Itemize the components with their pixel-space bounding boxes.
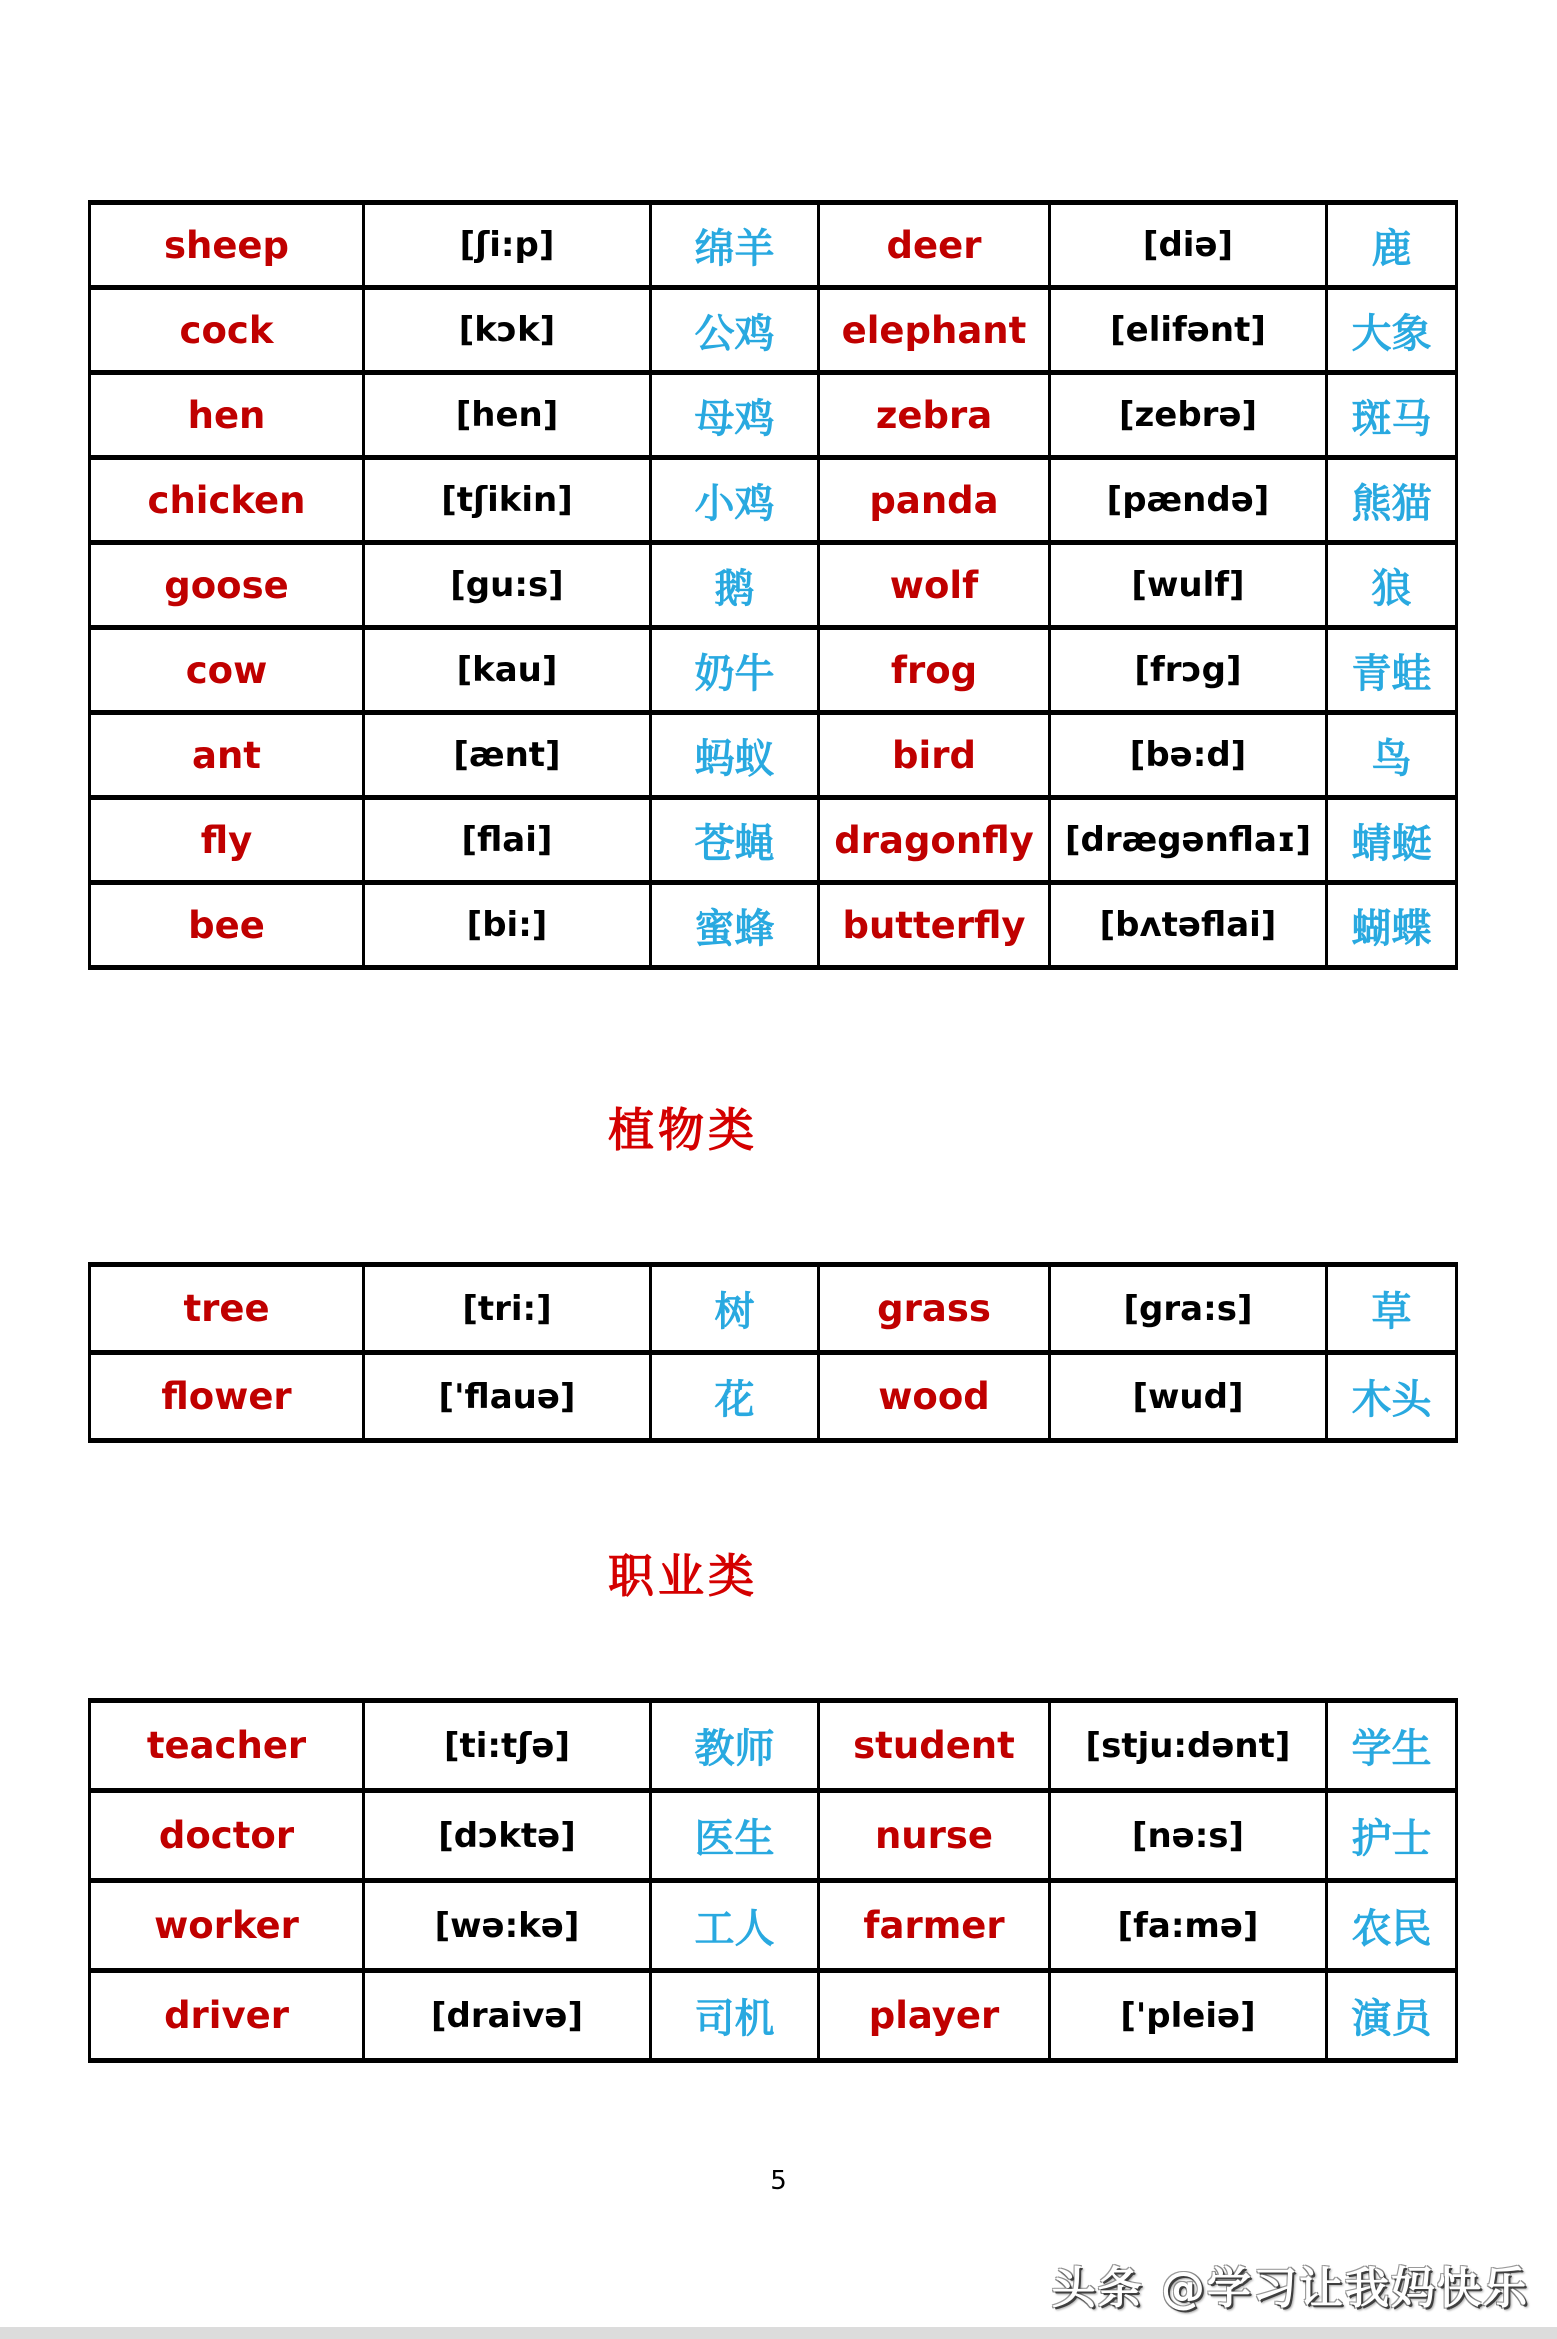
watermark-toutiao-handle: 头条 @学习让我妈快乐 <box>1051 2263 1529 2314</box>
phonetic-cell: [diə] <box>1050 203 1327 288</box>
chinese-cell: 蜜蜂 <box>651 883 819 968</box>
phonetic-cell: ['pleiə] <box>1050 1971 1327 2061</box>
animals-row <box>90 203 1457 288</box>
english-word-cell: sheep <box>90 203 364 288</box>
phonetic-cell: [hen] <box>364 373 651 458</box>
chinese-cell: 教师 <box>651 1701 819 1791</box>
english-word-cell: driver <box>90 1971 364 2061</box>
chinese-cell: 蚂蚁 <box>651 713 819 798</box>
jobs-section-heading: 职业类 <box>608 1549 758 1603</box>
chinese-cell: 工人 <box>651 1881 819 1971</box>
plants-section-heading: 植物类 <box>608 1103 758 1157</box>
english-word-cell: bee <box>90 883 364 968</box>
phonetic-cell: [nə:s] <box>1050 1791 1327 1881</box>
english-word-cell: farmer <box>819 1881 1050 1971</box>
plants-row <box>90 1353 1457 1441</box>
chinese-cell: 鹅 <box>651 543 819 628</box>
chinese-cell: 狼 <box>1327 543 1457 628</box>
phonetic-cell: [elifənt] <box>1050 288 1327 373</box>
english-word-cell: student <box>819 1701 1050 1791</box>
chinese-cell: 绵羊 <box>651 203 819 288</box>
phonetic-cell: [pændə] <box>1050 458 1327 543</box>
chinese-cell: 医生 <box>651 1791 819 1881</box>
chinese-cell: 木头 <box>1327 1353 1457 1441</box>
animals-row <box>90 628 1457 713</box>
animals-row <box>90 713 1457 798</box>
english-word-cell: goose <box>90 543 364 628</box>
phonetic-cell: [bi:] <box>364 883 651 968</box>
english-word-cell: doctor <box>90 1791 364 1881</box>
plants-vocabulary-table <box>88 1262 1458 1443</box>
chinese-cell: 大象 <box>1327 288 1457 373</box>
chinese-cell: 小鸡 <box>651 458 819 543</box>
phonetic-cell: [tʃikin] <box>364 458 651 543</box>
animals-row <box>90 373 1457 458</box>
phonetic-cell: [kau] <box>364 628 651 713</box>
phonetic-cell: [frɔg] <box>1050 628 1327 713</box>
jobs-row <box>90 1701 1457 1791</box>
jobs-row <box>90 1881 1457 1971</box>
english-word-cell: cock <box>90 288 364 373</box>
phonetic-cell: [wə:kə] <box>364 1881 651 1971</box>
phonetic-cell: ['flauə] <box>364 1353 651 1441</box>
phonetic-cell: [ʃi:p] <box>364 203 651 288</box>
english-word-cell: elephant <box>819 288 1050 373</box>
animals-row <box>90 798 1457 883</box>
english-word-cell: panda <box>819 458 1050 543</box>
phonetic-cell: [gu:s] <box>364 543 651 628</box>
jobs-row <box>90 1971 1457 2061</box>
plants-row <box>90 1265 1457 1353</box>
english-word-cell: nurse <box>819 1791 1050 1881</box>
english-word-cell: bird <box>819 713 1050 798</box>
chinese-cell: 斑马 <box>1327 373 1457 458</box>
chinese-cell: 花 <box>651 1353 819 1441</box>
phonetic-cell: [stju:dənt] <box>1050 1701 1327 1791</box>
english-word-cell: tree <box>90 1265 364 1353</box>
chinese-cell: 蜻蜓 <box>1327 798 1457 883</box>
phonetic-cell: [fa:mə] <box>1050 1881 1327 1971</box>
english-word-cell: ant <box>90 713 364 798</box>
page-number: 5 <box>770 2166 787 2196</box>
animals-row <box>90 288 1457 373</box>
english-word-cell: player <box>819 1971 1050 2061</box>
chinese-cell: 鸟 <box>1327 713 1457 798</box>
english-word-cell: teacher <box>90 1701 364 1791</box>
english-word-cell: zebra <box>819 373 1050 458</box>
chinese-cell: 青蛙 <box>1327 628 1457 713</box>
english-word-cell: worker <box>90 1881 364 1971</box>
chinese-cell: 鹿 <box>1327 203 1457 288</box>
phonetic-cell: [drægənflaɪ] <box>1050 798 1327 883</box>
chinese-cell: 草 <box>1327 1265 1457 1353</box>
phonetic-cell: [tri:] <box>364 1265 651 1353</box>
bottom-edge-strip <box>0 2327 1557 2339</box>
animals-row <box>90 543 1457 628</box>
chinese-cell: 护士 <box>1327 1791 1457 1881</box>
chinese-cell: 公鸡 <box>651 288 819 373</box>
chinese-cell: 母鸡 <box>651 373 819 458</box>
chinese-cell: 奶牛 <box>651 628 819 713</box>
chinese-cell: 树 <box>651 1265 819 1353</box>
english-word-cell: chicken <box>90 458 364 543</box>
jobs-row <box>90 1791 1457 1881</box>
chinese-cell: 司机 <box>651 1971 819 2061</box>
animals-vocabulary-table <box>88 200 1458 970</box>
phonetic-cell: [ænt] <box>364 713 651 798</box>
phonetic-cell: [kɔk] <box>364 288 651 373</box>
phonetic-cell: [zebrə] <box>1050 373 1327 458</box>
english-word-cell: fly <box>90 798 364 883</box>
english-word-cell: dragonfly <box>819 798 1050 883</box>
phonetic-cell: [ti:tʃə] <box>364 1701 651 1791</box>
chinese-cell: 熊猫 <box>1327 458 1457 543</box>
chinese-cell: 蝴蝶 <box>1327 883 1457 968</box>
english-word-cell: hen <box>90 373 364 458</box>
chinese-cell: 演员 <box>1327 1971 1457 2061</box>
jobs-vocabulary-table <box>88 1698 1458 2063</box>
animals-row <box>90 883 1457 968</box>
english-word-cell: flower <box>90 1353 364 1441</box>
english-word-cell: wood <box>819 1353 1050 1441</box>
phonetic-cell: [dɔktə] <box>364 1791 651 1881</box>
english-word-cell: grass <box>819 1265 1050 1353</box>
chinese-cell: 苍蝇 <box>651 798 819 883</box>
chinese-cell: 学生 <box>1327 1701 1457 1791</box>
chinese-cell: 农民 <box>1327 1881 1457 1971</box>
phonetic-cell: [wud] <box>1050 1353 1327 1441</box>
phonetic-cell: [gra:s] <box>1050 1265 1327 1353</box>
animals-row <box>90 458 1457 543</box>
english-word-cell: wolf <box>819 543 1050 628</box>
phonetic-cell: [bə:d] <box>1050 713 1327 798</box>
english-word-cell: butterfly <box>819 883 1050 968</box>
phonetic-cell: [wulf] <box>1050 543 1327 628</box>
phonetic-cell: [bʌtəflai] <box>1050 883 1327 968</box>
phonetic-cell: [draivə] <box>364 1971 651 2061</box>
phonetic-cell: [flai] <box>364 798 651 883</box>
english-word-cell: deer <box>819 203 1050 288</box>
english-word-cell: frog <box>819 628 1050 713</box>
english-word-cell: cow <box>90 628 364 713</box>
